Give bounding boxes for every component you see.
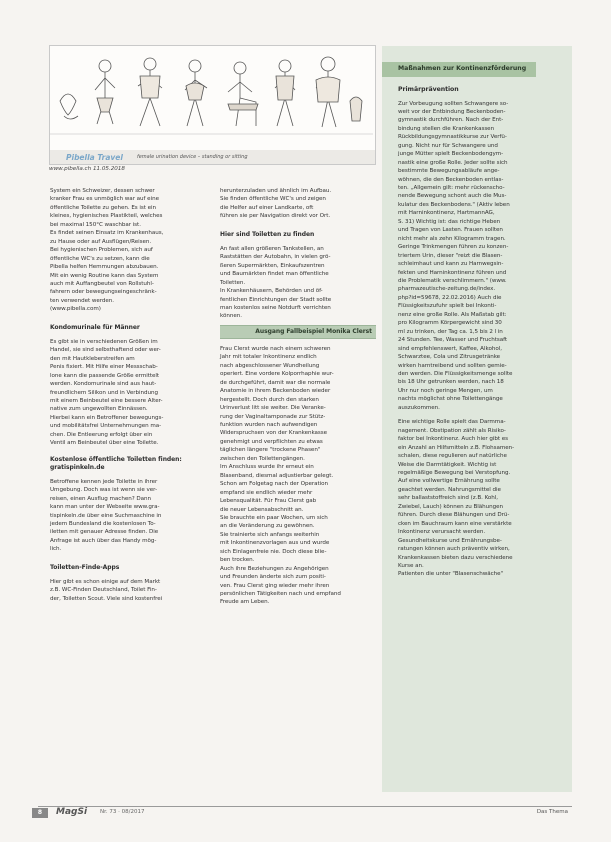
sidebar-box xyxy=(382,46,572,792)
text-line: ten verwendet werden. xyxy=(50,297,115,304)
text-line: empfand sie endlich wieder mehr xyxy=(220,489,313,496)
text-line: Freude am Leben. xyxy=(220,599,270,606)
sidebar-title: Maßnahmen zur Kontinenzförderung xyxy=(382,62,536,77)
text-line: den mit Hautkleberstreifen am xyxy=(50,355,135,362)
text-line: geachtet werden. Nahrungsmittel die xyxy=(398,486,501,493)
text-line: Anatomie in ihrem Beckenboden wieder xyxy=(220,388,331,395)
issue-label: Nr. 73 · 08/2017 xyxy=(100,809,145,815)
sidebar-section-heading: Primärprävention xyxy=(398,85,459,93)
text-line: Auch ihre Beziehungen zu Angehörigen xyxy=(220,565,329,572)
col2-heading-toiletten-finden: Hier sind Toiletten zu finden xyxy=(220,230,315,238)
text-line: 24 Stunden. Tee, Wasser und Fruchtsaft xyxy=(398,337,508,344)
text-line: nenz eine große Rolle. Als Maßstab gilt: xyxy=(398,311,507,318)
text-line: junge Mütter spielt Beckenbodengym- xyxy=(398,151,504,158)
text-line: Weise die Darmtätigkeit. Wichtig ist xyxy=(398,461,497,468)
text-line: Uhr nur noch geringe Mengen, um xyxy=(398,387,493,394)
text-line: öffentliche Toilette zu gehen. Es ist ein xyxy=(50,204,157,211)
text-line: ten. „Allgemein gilt: mehr rückenscho- xyxy=(398,185,505,192)
text-line: können. xyxy=(220,313,242,320)
text-line: die Helfer auf einer Landkarte, oft xyxy=(220,204,314,211)
text-line: bindung stellen die Krankenkassen xyxy=(398,125,495,132)
text-line: iletten mit genauer Adresse finden. Die xyxy=(50,529,159,536)
text-line: chen. Die Entleerung erfolgt über ein xyxy=(50,431,153,438)
text-line: (www.pibella.com) xyxy=(50,306,101,313)
col2-paragraph-2 xyxy=(220,245,376,321)
text-line: tispinkeln.de über eine Suchmaschine in xyxy=(50,512,162,519)
text-line: gung. Nicht nur für Schwangere und xyxy=(398,142,498,149)
col1-paragraph-4 xyxy=(50,578,208,603)
text-line: Widerspruchsen von der Krankenkasse xyxy=(220,430,328,437)
text-line: zwischen den Toilettengängen. xyxy=(220,455,305,462)
text-line: und Tragen von Lasten. Frauen sollten xyxy=(398,227,503,234)
text-line: Geringe Trinkmengen führen zu konzen- xyxy=(398,244,509,251)
text-line: Penis fixiert. Mit Hilfe einer Messschab- xyxy=(50,364,158,371)
text-line: Jahr mit totaler Inkontinenz endlich xyxy=(220,354,317,361)
text-line: führen. Durch diese Blähungen und Drü- xyxy=(398,512,510,519)
text-line: zu Hause oder auf Ausflügen/Reisen. xyxy=(50,238,152,245)
text-line: bestimmte Bewegungsabläufe ange- xyxy=(398,168,500,175)
text-line: Gesundheitskurse und Ernährungsbe- xyxy=(398,537,502,544)
text-line: Anfrage ist auch über das Handy mög- xyxy=(50,537,157,544)
text-line: wöhnen, die den Beckenboden entlas- xyxy=(398,176,504,183)
section-label: Das Thema xyxy=(536,809,568,815)
text-line: operiert. Eine vordere Kolporrhaphie wur- xyxy=(220,371,334,378)
text-line: fahrern oder bewegungseingeschränk- xyxy=(50,289,157,296)
text-line: Lebensqualität. Für Frau Clerst gab xyxy=(220,498,317,505)
text-line: Eine wichtige Rolle spielt das Darmma- xyxy=(398,419,506,426)
text-line: nachts möglichst ohne Toilettengänge xyxy=(398,396,503,403)
col1-heading-kondomurinale: Kondomurinale für Männer xyxy=(50,323,140,331)
text-line: auszukommen. xyxy=(398,404,440,411)
col1-paragraph-2 xyxy=(50,338,208,448)
text-line: bei maximal 150°C waschbar ist. xyxy=(50,221,141,228)
pibella-illustration xyxy=(50,46,373,149)
text-line: schalen, diese regulieren auf natürliche xyxy=(398,453,507,460)
text-line: lone kann die passende Größe ermittelt xyxy=(50,372,160,379)
text-line: In Krankenhäusern, Behörden und öf- xyxy=(220,288,323,295)
text-line: z.B. WC-Finden Deutschland, Toilet Fin- xyxy=(50,587,157,594)
text-line: Flüssigkeitszufuhr spielt bei Inkonti- xyxy=(398,303,497,310)
text-line: nach abgeschlossener Wundheilung xyxy=(220,362,320,369)
text-line: die Problematik verschlimmern." (www. xyxy=(398,278,507,285)
text-line: bis 18 Uhr getrunken werden, nach 18 xyxy=(398,379,504,386)
col1-paragraph-3 xyxy=(50,478,208,554)
text-line: sind empfehlenswert, Kaffee, Alkohol, xyxy=(398,345,502,352)
text-line: schleimhaut und kann zu Harnwegsin- xyxy=(398,261,504,268)
text-line: Urinverlust litt sie weiter. Die Veranke- xyxy=(220,405,326,412)
text-line: fekten und Harninkontinenz führen und xyxy=(398,269,507,276)
text-line: den werden. Die Flüssigkeitsmenge sollte xyxy=(398,371,513,377)
text-line: Zur Vorbeugung sollten Schwangere so- xyxy=(398,100,509,107)
text-line: ßeren Supermärkten, Einkaufszentren xyxy=(220,262,325,269)
text-line: auch mit Auffangbeutel von Rollstuhl- xyxy=(50,280,154,287)
text-line: Patienten die unter "Blasenschwäche" xyxy=(398,571,504,578)
text-line: Auf eine vollwertige Ernährung sollte xyxy=(398,478,500,485)
magazine-logo: MagSi xyxy=(56,807,88,817)
text-line: kann man unter der Webseite www.gra- xyxy=(50,504,160,511)
text-line: Kurse an. xyxy=(398,562,424,569)
text-line: Hier gibt es schon einige auf dem Markt xyxy=(50,578,161,585)
text-line: hergestellt. Doch durch den starken xyxy=(220,396,319,403)
col1-heading-apps: Toiletten-Finde-Apps xyxy=(50,563,120,571)
text-line: kulatur des Beckenbodens." (Aktiv leben xyxy=(398,201,510,208)
text-line: Es findet seinen Einsatz im Krankenhaus, xyxy=(50,230,164,237)
text-line: kranker Frau es unmöglich war auf eine xyxy=(50,196,159,203)
text-line: ben trocken. xyxy=(220,557,255,564)
text-line: nagement. Obstipation zählt als Risiko- xyxy=(398,427,506,434)
text-line: System ein Schweizer, dessen schwer xyxy=(50,188,155,194)
text-line: cken im Bauchraum kann eine verstärkte xyxy=(398,520,512,527)
text-line: Umgebung. Doch was ist wenn sie ver- xyxy=(50,487,158,494)
case-study-banner: Ausgang Fallbeispiel Monika Clerst xyxy=(220,325,376,339)
text-line: Handel, sie sind selbsthaftend oder wer- xyxy=(50,347,161,354)
pibella-tagline: female urination device – standing or sitting xyxy=(136,154,248,160)
text-line: ml zu trinken, der Tag ca. 1,5 bis 2 l in xyxy=(398,328,503,335)
col1-paragraph-1 xyxy=(50,187,208,314)
illustration-credit: www.pibella.ch 11.05.2018 xyxy=(49,166,125,172)
text-line: reisen, einen Ausflug machen? Dann xyxy=(50,495,151,502)
text-line: jedem Bundesland die kostenlosen To- xyxy=(50,520,156,527)
text-line: mit Harninkontinenz, HartmannAG, xyxy=(398,210,495,217)
text-line: pro Kilogramm Körpergewicht sind 30 xyxy=(398,320,502,327)
text-line: Hierbei kann ein Betroffener bewegungs- xyxy=(50,414,164,421)
text-line: und mobilitätsfrei Unternehmungen ma- xyxy=(50,423,162,430)
text-line: Bei hygienischen Problemen, sich auf xyxy=(50,247,153,254)
text-line: Toiletten. xyxy=(220,279,246,286)
text-line: rung der Vaginaltamponade zur Stütz- xyxy=(220,413,326,420)
column-2 xyxy=(220,187,376,609)
text-line: nicht mehr als zehn Kilogramm tragen. xyxy=(398,235,506,242)
text-line: Blasenband, diesmal adjustierbar gelegt. xyxy=(220,472,334,479)
illustration-frame xyxy=(49,45,376,165)
footer-bar xyxy=(38,806,572,819)
text-line: kleines, hygienisches Plastikteil, welches xyxy=(50,213,163,220)
text-line: führen sie per Navigation direkt vor Ort. xyxy=(220,213,331,220)
sidebar-paragraph-2 xyxy=(398,418,564,579)
text-line: sich Einlagenfreie nie. Doch diese blie- xyxy=(220,548,327,555)
text-line: Pibella helfen Hemmungen abzubauen. xyxy=(50,264,159,271)
text-line: fentlichen Einrichtungen der Stadt sollte xyxy=(220,296,332,303)
text-line: weit vor der Entbindung Beckenboden- xyxy=(398,108,506,115)
col2-paragraph-1 xyxy=(220,187,376,221)
text-line: Schwarztee, Cola und Zitrusgetränke xyxy=(398,354,501,361)
illustration-caption-bar xyxy=(50,150,375,164)
text-line: Ventil am Beinbeutel über eine Toilette. xyxy=(50,440,159,447)
text-line: genehmigt und verpflichten zu etwas xyxy=(220,438,323,445)
sidebar-text xyxy=(382,77,570,579)
text-line: An fast allen größeren Tankstellen, an xyxy=(220,245,324,252)
text-line: Schon am Folgetag nach der Operation xyxy=(220,481,328,488)
text-line: mit einem Beinbeutel eine bessere Alter- xyxy=(50,397,163,404)
text-line: lich. xyxy=(50,546,62,553)
text-line: Sie trainierte sich anfangs weiterhin xyxy=(220,531,320,538)
text-line: und Freunden änderte sich zum positi- xyxy=(220,574,326,581)
text-line: der, Toiletten Scout. Viele sind kostenfrei xyxy=(50,595,163,602)
text-line: nende Bewegung schont auch die Mus- xyxy=(398,193,507,200)
text-line: de durchgeführt, damit war die normale xyxy=(220,379,331,386)
text-line: faktor bei Inkontinenz. Auch hier gibt es xyxy=(398,436,508,443)
text-line: Im Anschluss wurde ihr erneut ein xyxy=(220,464,314,471)
col2-paragraph-3 xyxy=(220,345,376,607)
text-line: Sie finden öffentliche WC's und zeigen xyxy=(220,196,326,203)
text-line: funktion wurden nach aufwendigen xyxy=(220,421,318,428)
text-line: pharmazeutische-zeitung.de/index. xyxy=(398,286,496,293)
page-number-badge: 8 xyxy=(32,808,48,818)
text-line: S. 31) Wichtig ist: das richtige Heben xyxy=(398,218,501,225)
text-line: werden. Kondomurinale sind aus haut- xyxy=(50,381,157,388)
text-line: an die Veränderung zu gewöhnen. xyxy=(220,523,315,530)
text-line: Krankenkassen bieten dazu verschiedene xyxy=(398,554,513,561)
text-line: Sie brauchte ein paar Wochen, um sich xyxy=(220,514,328,521)
text-line: gymnastik durchführen. Nach der Ent- xyxy=(398,117,504,124)
text-line: persönlichen Tätigkeiten nach und empfand xyxy=(220,591,341,598)
text-line: nastik eine große Rolle. Jeder sollte sich xyxy=(398,159,508,166)
text-line: man kostenlos seine Notdurft verrichten xyxy=(220,304,331,311)
text-line: Frau Clerst wurde nach einem schweren xyxy=(220,345,331,352)
sidebar-paragraph-1 xyxy=(398,100,564,413)
col1-heading-toiletten: Kostenlose öffentliche Toiletten finden: gratispinkeln.de xyxy=(50,455,182,471)
text-line: Raststätten der Autobahn, in vielen grö- xyxy=(220,254,331,261)
text-line: Rückbildungsgymnastikkurse zur Verfü- xyxy=(398,134,507,141)
text-line: Inkontinenz verursacht werden. xyxy=(398,529,486,536)
text-line: und Baumärkten findet man öffentliche xyxy=(220,271,329,278)
text-line: Es gibt sie in verschiedenen Größen im xyxy=(50,338,158,345)
text-line: Mit ein wenig Routine kann das System xyxy=(50,272,159,279)
text-line: mit Inkontinenzvorlagen aus und wurde xyxy=(220,540,330,547)
text-line: täglichen längere "trockene Phasen" xyxy=(220,447,321,454)
text-line: ein Anzahl an Hilfsmitteln z.B. Flohsamen- xyxy=(398,444,515,451)
text-line: Zwiebel, Lauch) können zu Blähungen xyxy=(398,503,503,510)
text-line: php?id=59678, 22.02.2016) Auch die xyxy=(398,294,502,301)
text-line: öffentliche WC's zu setzen, kann die xyxy=(50,255,150,262)
text-line: wirken harntreibend und sollten gemie- xyxy=(398,362,507,369)
text-line: regelmäßige Bewegung bei Verstopfung. xyxy=(398,469,511,476)
text-line: ven. Frau Clerst ging wieder mehr ihren xyxy=(220,582,330,589)
text-line: triertem Urin, dieser "reizt die Blasen- xyxy=(398,252,503,259)
text-line: freundlichem Silikon und in Verbindung xyxy=(50,389,158,396)
pibella-logo: Pibella Travel xyxy=(66,152,123,162)
column-1 xyxy=(50,187,208,606)
text-line: ratungen können auch präventiv wirken, xyxy=(398,546,510,553)
text-line: Betroffene kennen jede Toilette in ihrer xyxy=(50,478,158,485)
text-line: herunterzuladen und ähnlich im Aufbau. xyxy=(220,188,332,194)
text-line: sehr ballaststoffreich sind (z.B. Kohl, xyxy=(398,495,499,502)
text-line: die neuer Lebensabschnitt an. xyxy=(220,506,304,513)
text-line: native zum ungewollten Einnässen. xyxy=(50,406,148,413)
